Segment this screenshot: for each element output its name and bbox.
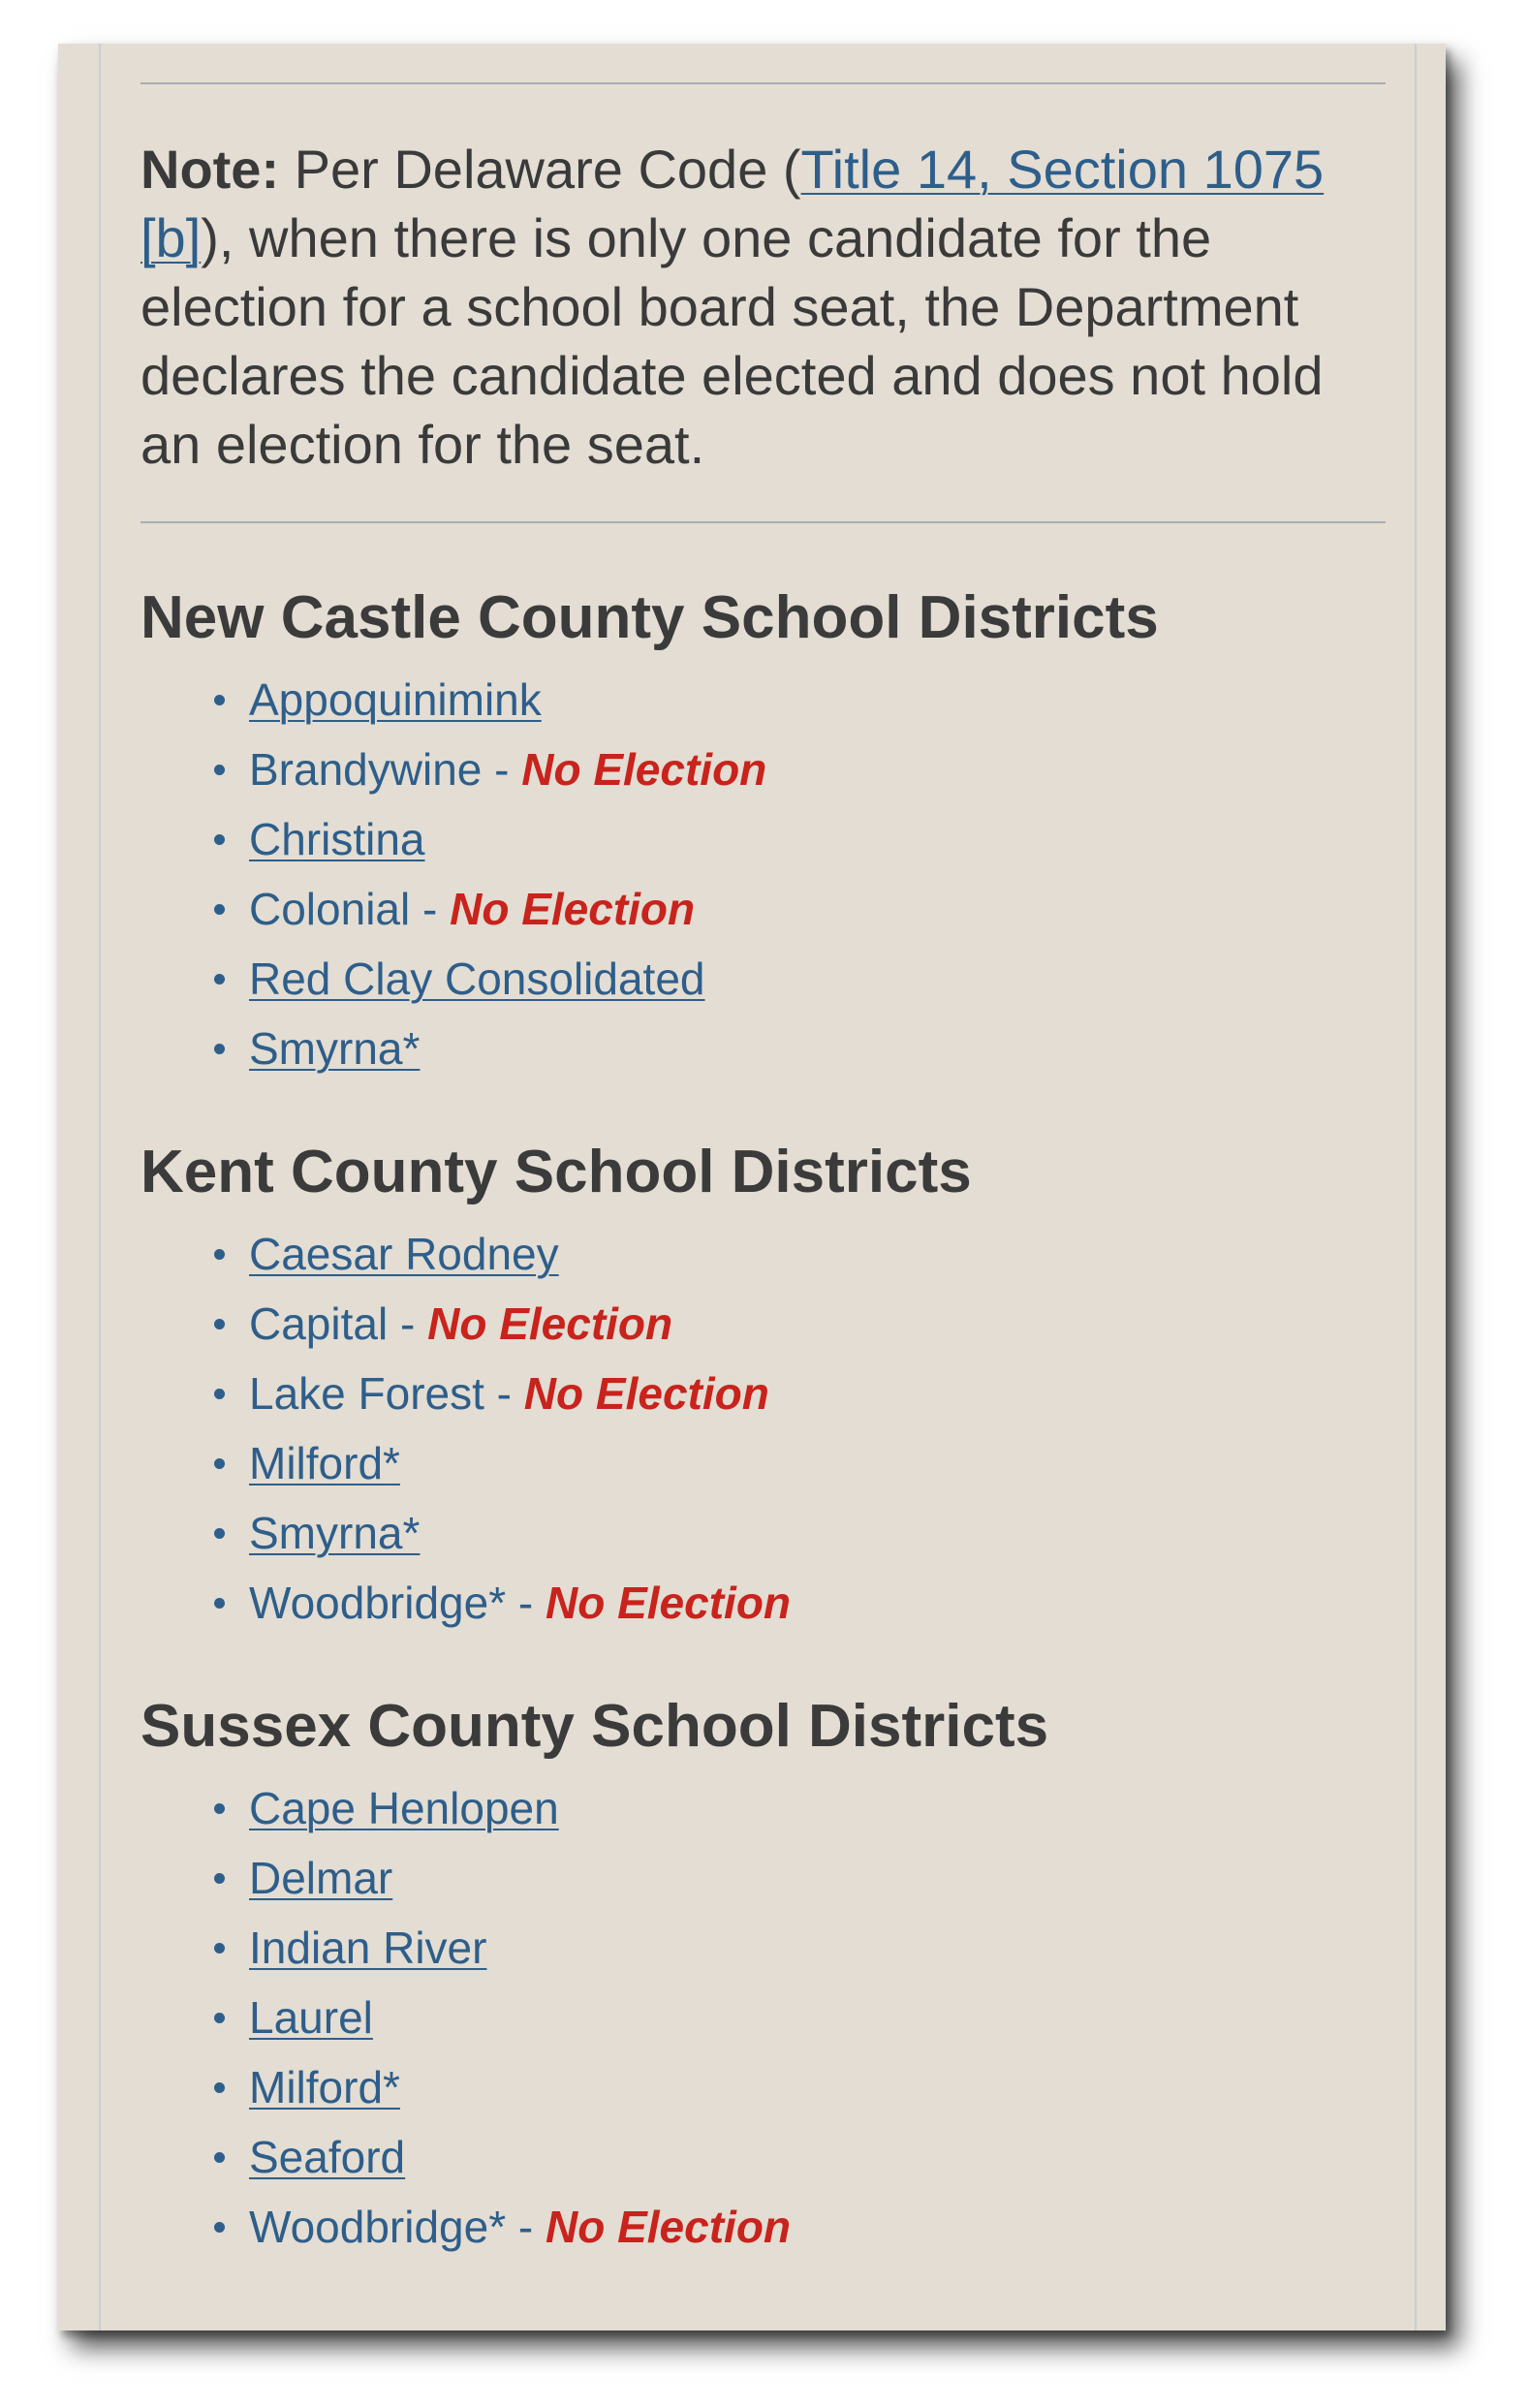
district-link[interactable]: Cape Henlopen [249, 1783, 559, 1833]
bullet-icon [214, 2152, 225, 2163]
separator: - [506, 2202, 546, 2252]
page-content [140, 82, 1386, 2262]
bullet-icon [214, 1873, 225, 1884]
note-label: Note: [140, 139, 280, 200]
top-divider [140, 82, 1386, 84]
district-link[interactable]: Appoquinimink [249, 674, 542, 725]
bullet-icon [214, 1044, 225, 1054]
district-list-item [249, 1773, 1386, 1843]
district-list-item [249, 1219, 1386, 1289]
district-name: Capital [249, 1298, 389, 1349]
district-name: Brandywine [249, 744, 483, 795]
bullet-icon [214, 904, 225, 915]
bullet-icon [214, 834, 225, 845]
no-election-label: No Election [521, 744, 767, 795]
district-list-item [249, 1843, 1386, 1913]
no-election-label: No Election [450, 884, 696, 934]
district-link[interactable]: Caesar Rodney [249, 1229, 559, 1279]
bullet-icon [214, 1943, 225, 1954]
bullet-icon [214, 2013, 225, 2023]
bullet-icon [214, 1389, 225, 1399]
district-link[interactable]: Milford* [249, 2062, 400, 2112]
district-link[interactable]: Milford* [249, 1438, 400, 1488]
content-card [58, 44, 1446, 2330]
separator: - [482, 744, 522, 795]
district-list-item [249, 1913, 1386, 1983]
district-list [140, 1219, 1386, 1638]
district-list-item [249, 2192, 1386, 2262]
bullet-icon [214, 2082, 225, 2093]
bullet-icon [214, 1528, 225, 1539]
district-list-item [249, 2122, 1386, 2192]
district-list-item [249, 665, 1386, 735]
section-heading: New Castle County School Districts [140, 584, 1159, 651]
separator: - [388, 1298, 428, 1349]
district-list-item [249, 2052, 1386, 2122]
bullet-icon [214, 695, 225, 705]
district-list-item [249, 1428, 1386, 1498]
no-election-label: No Election [427, 1298, 673, 1349]
section-heading: Kent County School Districts [140, 1139, 972, 1205]
district-name: Colonial [249, 884, 411, 934]
district-list [140, 1773, 1386, 2262]
district-list-item [249, 735, 1386, 804]
note-text-before: Per Delaware Code ( [279, 139, 801, 200]
district-link[interactable]: Red Clay Consolidated [249, 954, 705, 1004]
district-list-item [249, 1983, 1386, 2052]
bullet-icon [214, 1249, 225, 1260]
district-section [140, 1688, 1386, 2262]
district-section [140, 1134, 1386, 1638]
no-election-label: No Election [523, 1368, 769, 1419]
district-link[interactable]: Laurel [249, 1992, 373, 2043]
district-list-item [249, 804, 1386, 874]
district-section [140, 579, 1386, 1083]
separator: - [410, 884, 451, 934]
bullet-icon [214, 2222, 225, 2233]
section-heading: Sussex County School Districts [140, 1693, 1049, 1760]
no-election-label: No Election [546, 2202, 792, 2252]
district-link[interactable]: Christina [249, 814, 425, 864]
district-list-item [249, 1359, 1386, 1428]
district-link[interactable]: Smyrna* [249, 1023, 421, 1074]
bottom-divider [140, 521, 1386, 523]
bullet-icon [214, 1598, 225, 1609]
separator: - [506, 1578, 546, 1628]
bullet-icon [214, 1803, 225, 1814]
district-list-item [249, 874, 1386, 944]
district-list-item [249, 944, 1386, 1014]
district-link[interactable]: Delmar [249, 1853, 393, 1903]
district-name: Woodbridge* [249, 2202, 507, 2252]
district-name: Woodbridge* [249, 1578, 507, 1628]
note-text-after: ), when there is only one candidate for the election for a school board seat, the Department declares the candidate elected and does not hold an election for the seat. [140, 207, 1324, 475]
district-list [140, 665, 1386, 1083]
district-link[interactable]: Indian River [249, 1923, 487, 1973]
separator: - [484, 1368, 524, 1419]
note-paragraph [140, 135, 1386, 479]
district-name: Lake Forest [249, 1368, 484, 1419]
district-link[interactable]: Smyrna* [249, 1508, 421, 1558]
bullet-icon [214, 765, 225, 775]
district-list-item [249, 1014, 1386, 1083]
district-link[interactable]: Seaford [249, 2132, 406, 2182]
district-list-item [249, 1289, 1386, 1359]
bullet-icon [214, 974, 225, 985]
no-election-label: No Election [546, 1578, 792, 1628]
bullet-icon [214, 1319, 225, 1329]
district-list-item [249, 1568, 1386, 1638]
district-list-item [249, 1498, 1386, 1568]
district-sections [140, 579, 1386, 2262]
delaware-code-link[interactable]: Title 14, Section 1075 [b] [140, 139, 1325, 268]
bullet-icon [214, 1458, 225, 1469]
